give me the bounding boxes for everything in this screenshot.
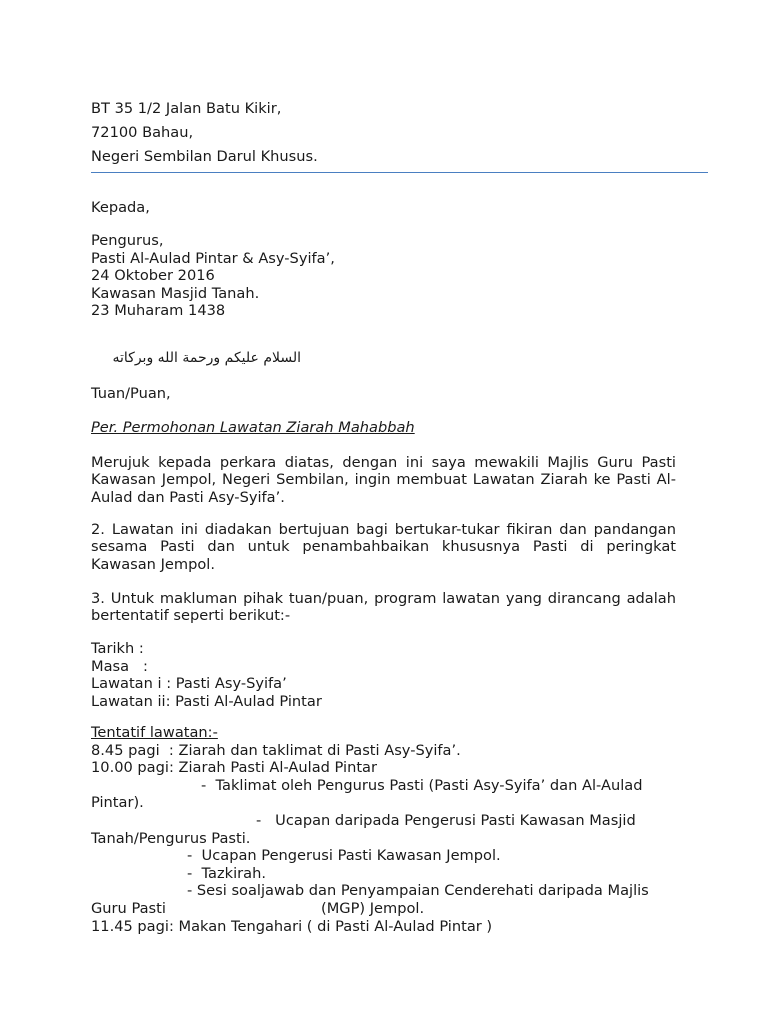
recipient-line: 24 Oktober 2016 [91,267,215,285]
tentatif-cont-left: Guru Pasti [91,899,166,917]
tentatif-item: 11.45 pagi: Makan Tengahari ( di Pasti Al-Aulad Pintar ) [91,917,493,935]
detail-tarikh: Tarikh : [91,640,144,657]
salutation-text: Tuan/Puan, [91,385,171,402]
to-label-text: Kepada, [91,199,150,216]
subject-text: Per. Permohonan Lawatan Ziarah Mahabbah [91,419,415,436]
paragraph-1: Merujuk kepada perkara diatas, dengan ini saya mewakili Majlis Guru Pasti Kawasan Jempol, Negeri Sembilan, ingin membuat Lawatan Ziarah ke Pasti Al-Aulad dan Pasti Asy-Syifa’. [91,454,676,506]
recipient-line: 23 Muharam 1438 [91,302,226,320]
header-divider [91,172,708,173]
arabic-greeting-text: السلام عليكم ورحمة الله وبركاته [112,350,301,366]
tentatif-subitem: - Sesi soaljawab dan Penyampaian Cenderehati daripada Majlis [187,882,649,900]
subject-line [91,419,676,437]
tentatif-heading: Tentatif lawatan:- [91,724,218,741]
paragraph-3: 3. Untuk makluman pihak tuan/puan, program lawatan yang dirancang adalah bertentatif seperti berikut:- [91,590,676,625]
sender-address [91,100,676,166]
detail-lawatan-2: Lawatan ii: Pasti Al-Aulad Pintar [91,692,322,710]
tentatif-subitem-cont: Tanah/Pengurus Pasti. [91,829,251,847]
tentatif-item: 10.00 pagi: Ziarah Pasti Al-Aulad Pintar [91,759,377,777]
detail-masa: Masa : [91,657,148,675]
tentatif-subitem-cont [91,900,676,918]
tentatif-subitem: - Tazkirah. [187,864,266,882]
paragraph-2: 2. Lawatan ini diadakan bertujuan bagi bertukar-tukar fikiran dan pandangan sesama Pasti dan untuk penambahbaikan khususnya Pasti di peringkat Kawasan Jempol. [91,521,676,573]
recipient-line: Pengurus, [91,232,164,249]
recipient-line: Kawasan Masjid Tanah. [91,284,260,302]
address-line: BT 35 1/2 Jalan Batu Kikir, [91,100,282,117]
salutation [91,385,676,403]
to-label [91,199,676,217]
tentatif-cont-right: (MGP) Jempol. [321,899,425,917]
tentatif-subitem-cont: Pintar). [91,794,144,812]
recipient-block [91,232,676,320]
tentatif-subitem: - Ucapan Pengerusi Pasti Kawasan Jempol. [187,847,501,865]
recipient-line: Pasti Al-Aulad Pintar & Asy-Syifa’, [91,249,335,267]
arabic-greeting [91,350,301,368]
tentatif-section [91,724,676,935]
tentatif-subitem: - Ucapan daripada Pengerusi Pasti Kawasan Masjid [256,811,636,829]
address-line: Negeri Sembilan Darul Khusus. [91,148,318,166]
tentatif-item: 8.45 pagi : Ziarah dan taklimat di Pasti Asy-Syifa’. [91,741,461,759]
address-line: 72100 Bahau, [91,124,194,142]
detail-lawatan-1: Lawatan i : Pasti Asy-Syifa’ [91,675,287,693]
tentatif-subitem: - Taklimat oleh Pengurus Pasti (Pasti Asy-Syifa’ dan Al-Aulad [201,776,643,794]
visit-details [91,640,676,710]
